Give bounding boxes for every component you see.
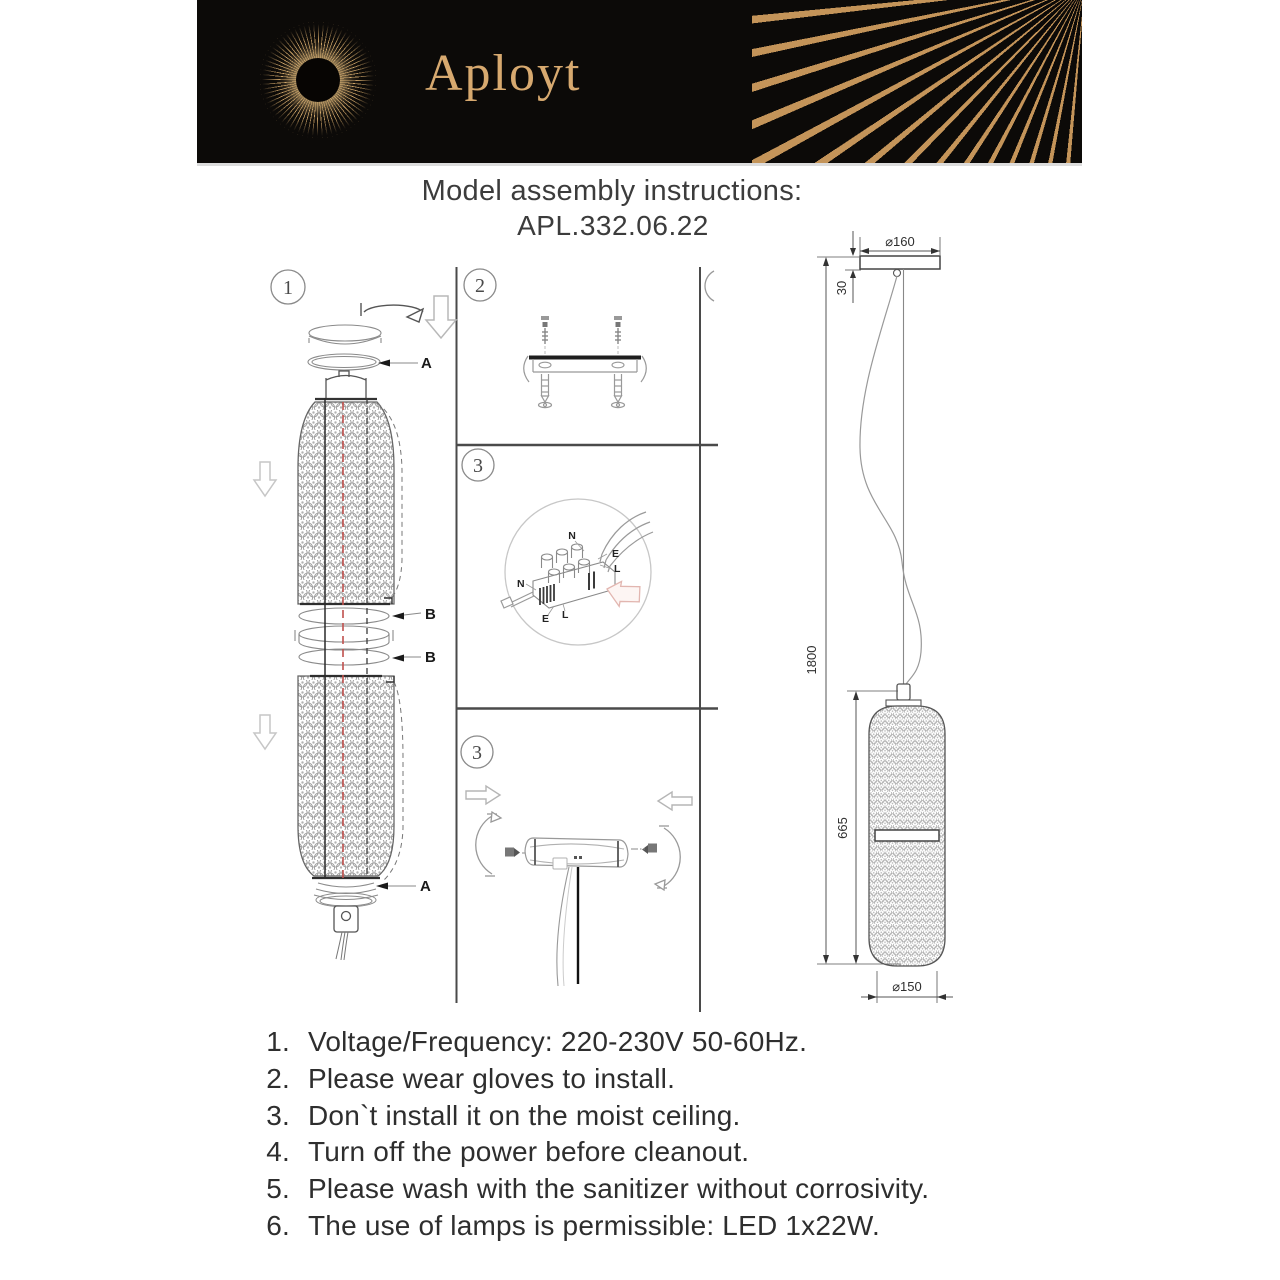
- shade-connector: [897, 684, 910, 700]
- dim-text-160: ⌀160: [885, 234, 915, 249]
- wire-label-l-right: L: [614, 563, 621, 575]
- base-rings: [314, 883, 378, 907]
- side-screw-right: [631, 844, 657, 855]
- ring-a-part: [308, 354, 380, 370]
- dim-text-665: 665: [835, 817, 850, 839]
- dimension-drawing: [804, 231, 953, 1003]
- middle-ring-part: [295, 626, 393, 650]
- step4-number: 3: [472, 742, 482, 764]
- wire-label-n-left: N: [517, 578, 525, 590]
- list-item-text: Please wash with the sanitizer without corrosivity.: [308, 1173, 930, 1205]
- dim-text-1800: 1800: [804, 645, 819, 675]
- instruction-list: [252, 1024, 929, 1245]
- label-b-lower: B: [425, 649, 436, 666]
- list-item-text: The use of lamps is permissible: LED 1x22W.: [308, 1209, 880, 1241]
- bracket-screws: [541, 316, 622, 356]
- wire-label-n-top: N: [568, 530, 576, 542]
- lower-shade: [298, 676, 394, 876]
- wire-label-l-bottom: L: [562, 609, 569, 621]
- list-item-number: 1.: [266, 1026, 290, 1057]
- step4-panel: [461, 736, 692, 986]
- down-arrow-icon: [426, 296, 456, 338]
- cable-gland: [894, 270, 901, 277]
- cable-connector: [334, 906, 358, 932]
- upper-shade: [298, 402, 394, 604]
- right-arrow-icon: [466, 786, 500, 804]
- dim-text-30: 30: [834, 280, 849, 296]
- brand-name: Aployt: [425, 45, 582, 102]
- list-item-text: Please wear gloves to install.: [308, 1062, 676, 1094]
- wire-label-e-bottom: E: [542, 613, 550, 625]
- step1-panel: [254, 270, 456, 960]
- list-item: [252, 1061, 929, 1098]
- wire-label-e-right: E: [612, 548, 620, 560]
- cropped-step-circle: [705, 271, 714, 301]
- pink-arrow-icon: [604, 579, 642, 610]
- page-title: Model assembly instructions:: [421, 175, 803, 207]
- label-a-top: A: [421, 355, 432, 372]
- hanging-cable: [557, 867, 578, 986]
- list-item: [252, 1024, 929, 1061]
- down-arrow-icon: [254, 462, 276, 496]
- ceiling-canopy: [525, 838, 628, 869]
- list-item: [252, 1208, 929, 1245]
- label-b-upper: B: [425, 606, 436, 623]
- list-item: [252, 1171, 929, 1208]
- list-item: [252, 1134, 929, 1171]
- list-item-number: 4.: [266, 1136, 290, 1168]
- list-item-text: Don`t install it on the moist ceiling.: [308, 1099, 741, 1131]
- list-item-text: Turn off the power before cleanout.: [308, 1136, 750, 1168]
- list-item-number: 6.: [266, 1209, 290, 1241]
- dim-text-150: ⌀150: [892, 979, 922, 994]
- step2-number: 2: [475, 275, 485, 297]
- step3-number: 3: [473, 455, 483, 477]
- panel-borders: [456, 267, 719, 1012]
- wall-anchors: [539, 374, 625, 408]
- step1-number: 1: [283, 277, 293, 299]
- cable: [336, 932, 348, 960]
- rotate-ccw-icon: [655, 826, 680, 890]
- step2-panel: [464, 269, 646, 408]
- model-number: APL.332.06.22: [517, 210, 709, 241]
- ring-b1-part: [299, 608, 389, 624]
- ceiling-plate: [860, 256, 940, 269]
- lamp-neck: [326, 371, 366, 398]
- shade-collar: [886, 700, 921, 706]
- down-arrow-icon: [254, 715, 276, 749]
- shade-band: [875, 830, 939, 841]
- top-cap-part: [309, 325, 381, 344]
- rotate-cw-icon: [476, 812, 501, 876]
- list-item-number: 2.: [266, 1062, 290, 1094]
- left-arrow-icon: [658, 792, 692, 810]
- label-a-bottom: A: [420, 878, 431, 895]
- rotate-arrow-icon: [361, 303, 423, 322]
- power-cord: [860, 276, 921, 686]
- ring-b2-part: [299, 649, 389, 665]
- list-item-number: 5.: [266, 1173, 290, 1205]
- list-item-number: 3.: [266, 1099, 290, 1131]
- mounting-bracket: [524, 356, 647, 382]
- list-item-text: Voltage/Frequency: 220-230V 50-60Hz.: [308, 1026, 808, 1057]
- step3-panel: [462, 449, 653, 645]
- list-item: [252, 1098, 929, 1135]
